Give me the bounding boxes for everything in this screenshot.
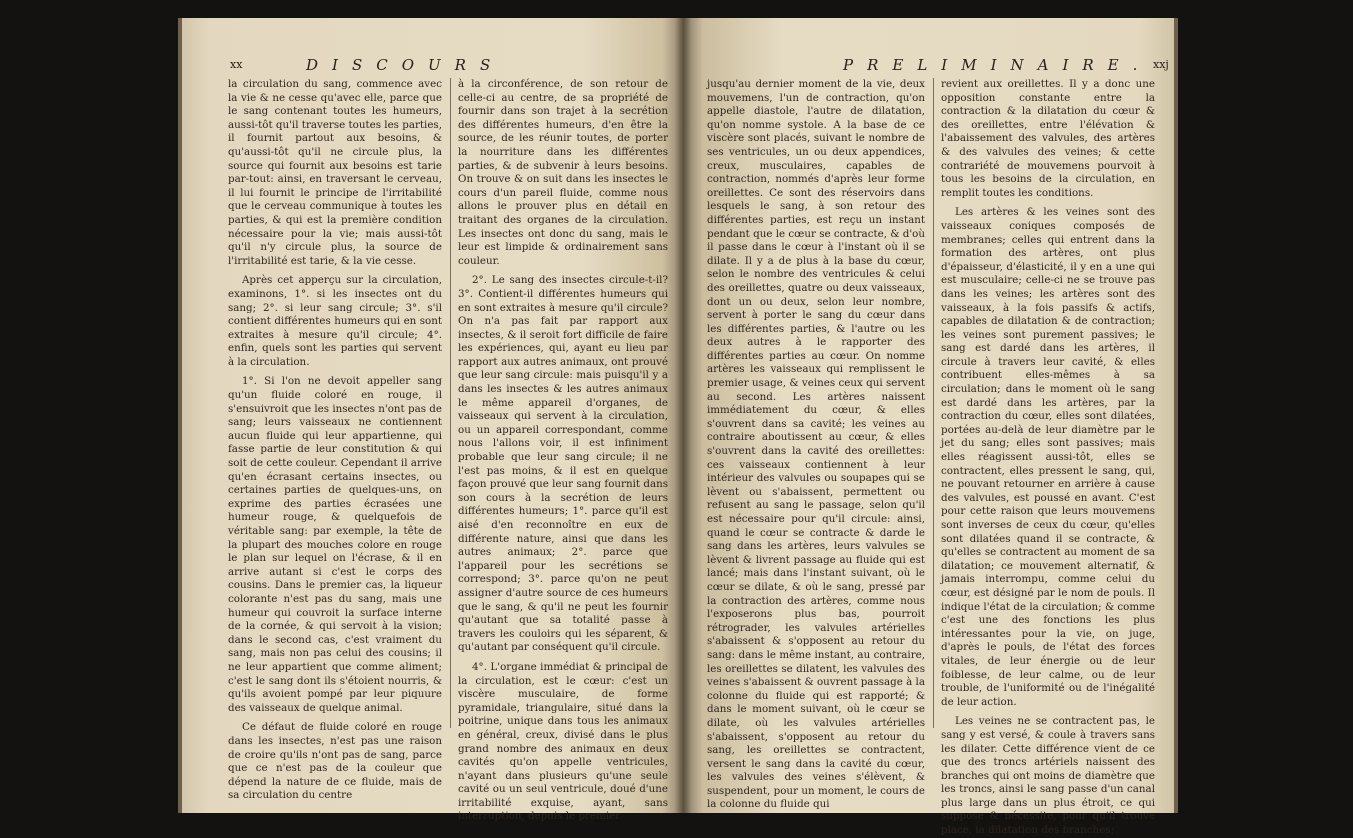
paragraph: 4°. L'organe immédiat & principal de la circulation, est le cœur: c'est un viscère musculaire, de forme pyramidale, triangulaire, situé dans la poitrine, unique dans tous les animaux en général, creux, divisé dans le plus grand nombre des animaux en deux cavités qu'on appelle ventricules, n'ayant dans plusieurs qu'une seule cavité ou un seul ventricule, doué d'une irritabilité exquise, ayant, sans interruption, depuis le premier — [458, 660, 668, 823]
left-page-edge — [178, 18, 182, 813]
paragraph: Les veines ne se contractent pas, le sang y est versé, & coule à travers sans les dilater. Cette différence vient de ce que des troncs artériels naissent des branches qui ont moins de diamètre que les troncs, ainsi le sang passe d'un canal plus large dans un plus étroit, ce qui suppose & nécessite, pour qu'il trouve place, la dilatation des branches; — [941, 715, 1155, 837]
paragraph: Les artères & les veines sont des vaisseaux coniques composés de membranes; celles qui entrent dans la formation des artères, ont plus d'épaisseur, d'élasticité, il y en a une qui est musculaire; celle-ci ne se trouve pas dans les veines; les artères sont des vaisseaux, à la fois passifs & actifs, capables de dilatation & de contraction; les veines sont purement passives; le sang est dardé dans les artères, il circule à travers leur cavité, & elles contribuent elles-mêmes à sa circulation; dans le moment où le sang est dardé dans les artères, par la contraction du cœur, elles sont dilatées, portées au-delà de leur diamètre par le jet du sang; elles sont passives; mais elles réagissent aussi-tôt, elles se contractent, elles pressent le sang, qui, ne pouvant retourner en arrière à cause des valvules, est poussé en avant. C'est pour cette raison que leurs mouvemens sont inverses de ceux du cœur, qu'elles sont dilatées quand il se contracte, & qu'elles se contractent au moment de sa dilatation; ce mouvement alternatif, & jamais interrompu, comme celui du cœur, est désigné par le nom de pouls. Il indique l'état de la circulation; & comme c'est une des fonctions les plus intéressantes pour la vie, on juge, d'après le pouls, de l'état des forces vitales, de leur énergie ou de leur foiblesse, de leur calme, ou de leur trouble, de l'uniformité ou de l'inégalité de leur action. — [941, 206, 1155, 708]
left-page — [178, 18, 683, 823]
paragraph: jusqu'au dernier moment de la vie, deux mouvemens, l'un de contraction, qu'on appelle diastole, l'autre de dilatation, qu'on nomme systole. A la base de ce viscère sont placés, suivant le nombre de ses ventricules, un ou deux appendices, creux, musculaires, capables de contraction, nommés d'après leur forme oreillettes. Ce sont des réservoirs dans lesquels le sang, à son retour des différentes parties, est reçu un instant pendant que le cœur se contracte, & d'où il passe dans le cœur à l'instant où il se dilate. Il y a de plus à la base du cœur, selon le nombre des ventricules & celui des oreillettes, quatre ou deux vaisseaux, dont un ou deux, selon leur nombre, servent à porter le sang du cœur dans les différentes parties, & l'autre ou les deux autres à le rapporter des différentes parties au cœur. On nomme artères les vaisseaux qui remplissent le premier usage, & veines ceux qui servent au second. Les artères naissent immédiatement du cœur, & elles s'ouvrent dans sa cavité; les veines au contraire aboutissent au cœur, & elles s'ouvrent dans la cavité des oreillettes: ces vaisseaux contiennent à leur intérieur des valvules ou soupapes qui se lèvent ou s'abaissent, permettent ou refusent au sang le passage, selon qu'il est nécessaire pour qu'il circule: ainsi, quand le cœur se contracte & darde le sang dans les artères, leurs valvules se lèvent & livrent passage au fluide qui est lancé; mais dans l'instant suivant, où le cœur se dilate, & où le sang, pressé par la contraction des artères, comme nous l'exposerons plus bas, pourroit rétrograder, les valvules artérielles s'abaissent & s'opposent au retour du sang: dans le même instant, au contraire, les oreillettes se dilatent, les valvules des veines s'abaissent & ouvrent passage à la colonne du fluide qui est rapporté; & dans le moment suivant, où le cœur se dilate, où les valvules artérielles s'abaissent, s'opposent au retour du sang, les oreillettes se contractent, versent le sang dans la cavité du cœur, les valvules des veines s'élèvent, & suspendent, pour un moment, le cours de la colonne du fluide qui — [707, 78, 925, 811]
paragraph: la circulation du sang, commence avec la vie & ne cesse qu'avec elle, parce que le sang contenant toutes les humeurs, aussi-tôt qu'il traverse toutes les parties, il fournit partout aux besoins, & qu'aussi-tôt qu'il ne circule plus, la source qui fournit aux besoins est tarie par-tout: ainsi, en traversant le cerveau, il lui fournit le principe de l'irritabilité que le cerveau communique à toutes les parties, & qui est la première condition nécessaire pour la vie; mais aussi-tôt qu'il n'y circule plus, la source de l'irritabilité est tarie, & la vie cesse. — [228, 78, 442, 267]
paragraph: à la circonférence, de son retour de celle-ci au centre, de sa propriété de fournir dans son trajet à la secrétion des différentes humeurs, d'en être la source, de les réunir toutes, de porter la nourriture dans les différentes parties, & de subvenir à leurs besoins. On trouve & on suit dans les insectes le cours d'un pareil fluide, comme nous allons le prouver plus en détail en traitant des organes de la circulation. Les insectes ont donc du sang, mais le leur est limpide & ordinairement sans couleur. — [458, 78, 668, 267]
right-column-1 — [707, 78, 925, 811]
right-page-edge — [1174, 18, 1178, 813]
left-folio: xx — [230, 58, 243, 71]
paragraph: revient aux oreillettes. Il y a donc une opposition constante entre la contraction & la dilatation du cœur & des oreillettes, entre l'élévation & l'abaissement des valvules, des artères & des valvules des veines; & cette contrariété de mouvemens pourvoit à tous les besoins de la circulation, en remplit toutes les conditions. — [941, 78, 1155, 199]
right-folio: xxj — [1153, 58, 1169, 71]
paragraph: 2°. Le sang des insectes circule-t-il? 3°. Contient-il différentes humeurs qui en sont extraites à mesure qu'il circule? On n'a pas fait par rapport aux insectes, & il seroit fort difficile de faire les expériences, qui, ayant eu lieu par rapport aux autres animaux, ont prouvé que leur sang circule: mais puisqu'il y a dans les insectes & les autres animaux le même appareil d'organes, de vaisseaux qui servent à la circulation, ou un appareil correspondant, comme nous l'allons voir, il est infiniment probable que leur sang circule; il ne l'est pas moins, & il est en quelque façon prouvé que leur sang fournit dans son cours à la secrétion de leurs différentes humeurs; 1°. parce qu'il est aisé d'en reconnoître en eux de différente nature, ainsi que dans les autres animaux; 2°. parce que l'appareil pour les secrétions se correspond; 3°. parce qu'on ne peut assigner d'autre source de ces humeurs que le sang, & qu'il ne peut les fournir qu'autant que sa totalité passe à travers les couloirs qui les séparent, & qu'autant par conséquent qu'il circule. — [458, 274, 668, 654]
left-column-2 — [458, 78, 668, 823]
right-column-2 — [941, 78, 1155, 837]
paragraph: Ce défaut de fluide coloré en rouge dans les insectes, n'est pas une raison de croire qu'ils n'ont pas de sang, parce que ce n'est pas de la couleur que dépend la nature de ce fluide, mais de sa circulation du centre — [228, 721, 442, 802]
right-page — [683, 18, 1178, 837]
paragraph: Après cet apperçu sur la circulation, examinons, 1°. si les insectes ont du sang; 2°. si leur sang circule; 3°. s'il contient différentes humeurs qui en sont extraites à mesure qu'il circule; 4°. enfin, quels sont les parties qui servent à la circulation. — [228, 274, 442, 368]
book-gutter — [675, 18, 691, 813]
right-running-head: PRELIMINAIRE. — [843, 56, 1152, 74]
left-running-head: DISCOURS — [306, 56, 505, 74]
column-rule — [933, 78, 934, 728]
book-spread — [178, 18, 1178, 837]
paragraph: 1°. Si l'on ne devoit appeller sang qu'un fluide coloré en rouge, il s'ensuivroit que les insectes n'ont pas de sang; leurs vaisseaux ne contiennent aucun fluide qui leur appartienne, qui fasse partie de leur constitution & qui soit de cette couleur. Cependant il arrive qu'en écrasant certains insectes, ou certaines parties de quelques-uns, on exprime des parties écrasées une humeur rouge, & quelquefois de véritable sang: par exemple, la tête de la plupart des mouches colore en rouge le plan sur lequel on l'écrase, & il en arrive autant si c'est le corps des cousins. Dans le premier cas, la liqueur colorante n'est pas du sang, mais une humeur qui couvroit la surface interne de la cornée, & qui servoit à la vision; dans le second cas, c'est vraiment du sang, mais non pas celui des cousins; il ne leur appartient que comme aliment; c'est le sang dont ils s'étoient nourris, & qu'ils avoient pompé par leur piquure des vaisseaux de quelque animal. — [228, 375, 442, 714]
column-rule — [450, 78, 451, 728]
left-column-1 — [228, 78, 442, 803]
